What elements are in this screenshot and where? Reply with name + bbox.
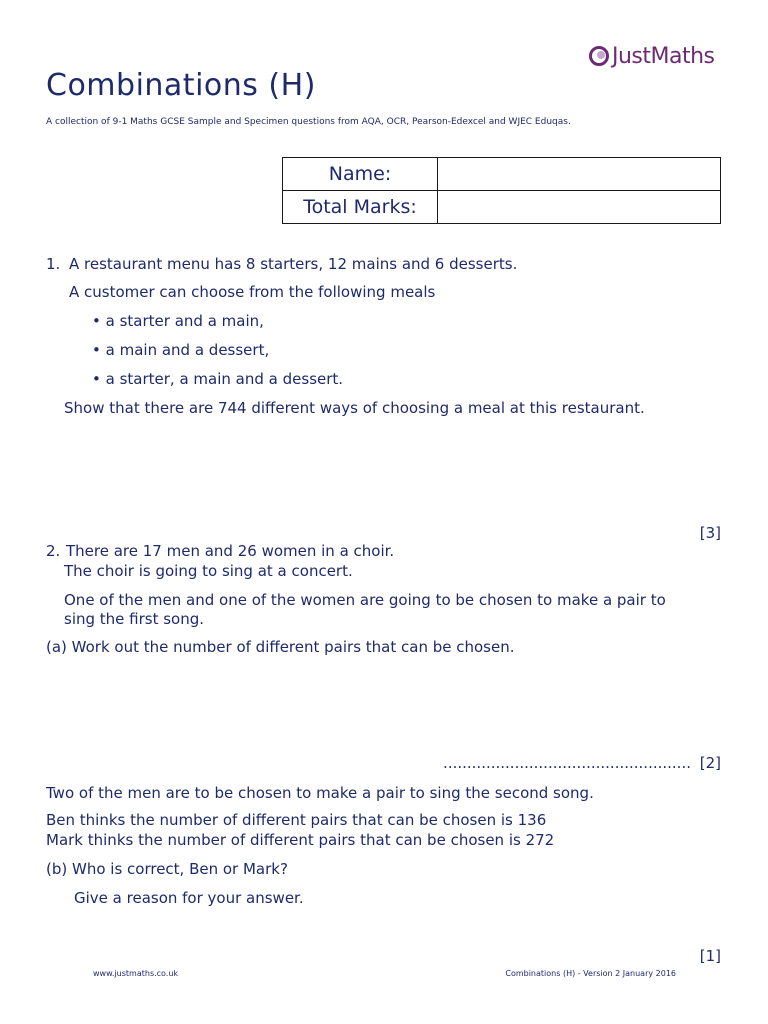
q1-bullet-text: a main and a dessert, — [105, 341, 270, 359]
q2b-question: (b) Who is correct, Ben or Mark? — [46, 860, 288, 878]
logo — [588, 40, 715, 72]
name-label: Name: — [283, 158, 438, 191]
q1-stem: A restaurant menu has 8 starters, 12 mains and 6 desserts. — [69, 255, 518, 273]
total-marks-row — [283, 191, 721, 224]
footer-website: www.justmaths.co.uk — [93, 969, 179, 978]
q2-mark-claim: Mark thinks the number of different pairs that can be chosen is 272 — [46, 831, 555, 849]
q2-ben-claim: Ben thinks the number of different pairs that can be chosen is 136 — [46, 811, 547, 829]
page-title: Combinations (H) — [46, 68, 316, 103]
q2b-marks: [1] — [699, 947, 721, 965]
q1-bullet-text: a starter, a main and a dessert. — [105, 370, 344, 388]
q1-number: 1. — [46, 255, 61, 273]
q1-task: Show that there are 744 different ways of choosing a meal at this restaurant. — [64, 399, 645, 417]
q1-marks: [3] — [699, 524, 721, 542]
logo-text: JustMaths — [612, 43, 715, 69]
q2-para-line1: One of the men and one of the women are going to be chosen to make a pair to — [64, 591, 666, 609]
page-subtitle: A collection of 9-1 Maths GCSE Sample and Specimen questions from AQA, OCR, Pearson-Edexcel and WJEC Eduqas. — [46, 117, 571, 127]
total-marks-field[interactable] — [438, 191, 721, 224]
bullet-icon: • — [92, 370, 101, 388]
name-marks-table — [282, 157, 721, 224]
q2-second-song: Two of the men are to be chosen to make a pair to sing the second song. — [46, 784, 594, 802]
q2a-answer-line[interactable]: .................................................... — [443, 754, 691, 772]
q2a-question: (a) Work out the number of different pairs that can be chosen. — [46, 638, 515, 656]
q1-bullet-2 — [92, 341, 269, 359]
bullet-icon: • — [92, 341, 101, 359]
q1-bullet-text: a starter and a main, — [105, 312, 264, 330]
name-row — [283, 158, 721, 191]
total-marks-label: Total Marks: — [283, 191, 438, 224]
q1-intro: A customer can choose from the following meals — [69, 283, 436, 301]
logo-ring-icon — [588, 45, 610, 67]
q2-number: 2. — [46, 542, 61, 560]
q2-line2: The choir is going to sing at a concert. — [64, 562, 353, 580]
q2b-reason: Give a reason for your answer. — [74, 889, 304, 907]
q1-bullet-1 — [92, 312, 264, 330]
q2-para-line2: sing the first song. — [64, 610, 205, 628]
bullet-icon: • — [92, 312, 101, 330]
q2-line1: There are 17 men and 26 women in a choir. — [66, 542, 395, 560]
q2a-marks: [2] — [699, 754, 721, 772]
q1-bullet-3 — [92, 370, 343, 388]
name-field[interactable] — [438, 158, 721, 191]
footer-version: Combinations (H) - Version 2 January 2016 — [505, 969, 676, 978]
